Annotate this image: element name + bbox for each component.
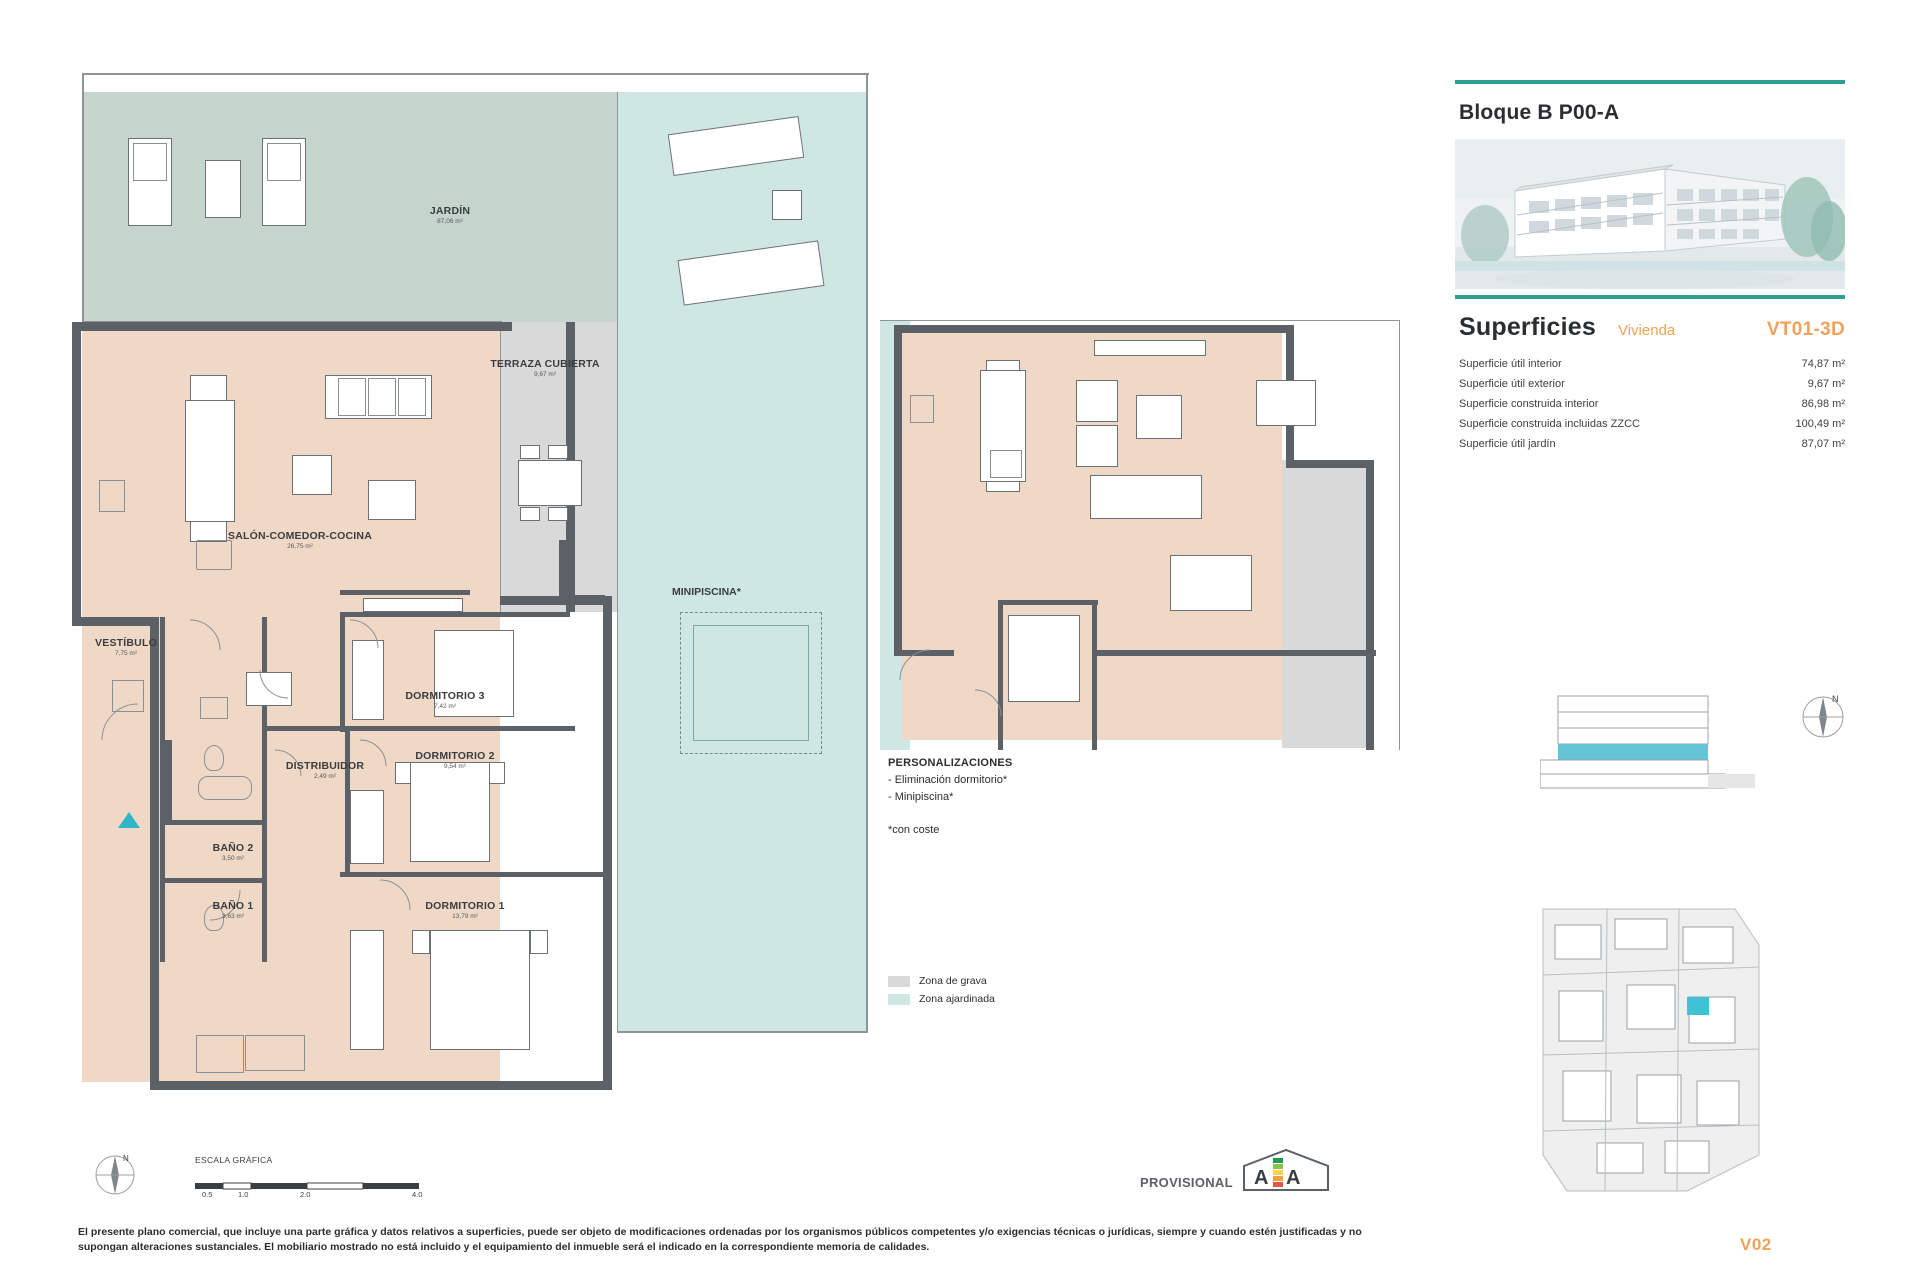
panel-bottom-accent-bar [1455,295,1845,299]
room-label-bano-1: BAÑO 1 3,63 m² [212,900,254,921]
scale-tick-1: 1.0 [238,1190,249,1199]
svg-text:N: N [1832,694,1839,704]
personalizaciones-note: *con coste [888,824,940,837]
entrance-marker [118,812,140,828]
sheet-code: V02 [1740,1235,1772,1254]
alt-armchair-1 [1076,380,1118,422]
room-label-bano-2: BAÑO 2 3,50 m² [212,842,254,863]
legend-item-grava [888,975,1128,987]
compass-icon-right [1796,690,1850,744]
scale-tick-0: 0.5 [202,1190,213,1199]
alt-coffee-table [1136,395,1182,439]
garden-outline-bottom [617,1031,868,1033]
room-label-dormitorio-1: DORMITORIO 1 13,79 m² [425,900,505,921]
door-arcs [60,320,630,1110]
garden-outline-left [82,73,84,323]
superficies-table [1455,354,1845,454]
scale-tick-labels [190,1190,440,1202]
room-label-dormitorio-3: DORMITORIO 3 7,42 m² [405,690,485,711]
scale-tick-3: 4.0 [412,1190,423,1199]
superficies-header [1455,313,1845,342]
superficie-value: 87,07 m² [1801,438,1845,450]
superficie-value: 86,98 m² [1801,398,1845,410]
legend-block [888,975,1128,1011]
block-title: Bloque B P00-A [1459,101,1620,124]
outdoor-side-table [772,190,802,220]
room-label-salon: SALÓN-COMEDOR-COCINA 26,75 m² [228,530,372,551]
superficie-label: Superficie construida incluidas ZZCC [1459,418,1640,430]
scale-title: ESCALA GRÁFICA [195,1155,273,1165]
alt-sofa-2 [1090,475,1202,519]
superficie-label: Superficie útil jardín [1459,438,1556,450]
legend-swatch-ajardinada [888,994,910,1005]
personalizaciones-block [888,755,1168,839]
alt-door-arcs [880,580,1180,760]
alt-sink-icon [910,395,934,423]
panel-top-accent-bar [1455,80,1845,84]
alternative-floorplan [880,300,1440,770]
room-label-jardin: JARDÍN 87,06 m² [429,205,471,226]
room-label-vestibulo: VESTÍBULO 7,75 m² [95,637,157,658]
scale-bar [195,1178,430,1186]
scale-tick-2: 2.0 [300,1190,311,1199]
svg-text:A: A [1286,1167,1301,1189]
alt-wall-right-lower [1366,460,1374,750]
disclaimer-text: El presente plano comercial, que incluye una parte gráfica y datos relativos a superficies, puede ser objeto de modificaciones ordenadas por los organismos públicos competentes y/o exigencias técnicas o jurídicas, siempre y cuando estén justificadas y no supongan alteraciones sustanciales. El mobiliario mostrado no está incluido y el equipamiento del inmueble será el indicado en la correspondiente memoria de calidades. [78,1226,1362,1254]
site-plan [1537,905,1767,1195]
svg-text:N: N [123,1154,129,1163]
superficie-value: 74,87 m² [1801,358,1845,370]
provisional-label: PROVISIONAL [1140,1175,1233,1190]
personalizacion-item-1: - Minipiscina* [888,791,954,804]
superficies-title: Superficies [1459,313,1596,341]
minipiscina-inner [693,625,809,741]
garden-lounge-1-inner [133,143,167,181]
superficie-row [1459,414,1845,434]
garden-table [205,160,241,218]
unit-code: VT01-3D [1766,319,1845,340]
superficie-value: 100,49 m² [1795,418,1845,430]
alt-outline-top [880,320,1400,321]
legend-swatch-grava [888,976,910,987]
landscaped-strip-fill [617,92,867,1032]
alt-armchair-2 [1076,425,1118,467]
alt-outline-right [1399,320,1400,750]
legend-label-grava: Zona de grava [919,975,987,987]
superficie-row [1459,374,1845,394]
alt-dining-table [1256,380,1316,426]
aia-logo [1240,1148,1332,1194]
info-panel [1455,80,1845,454]
room-label-terraza: TERRAZA CUBIERTA 9,67 m² [490,358,600,379]
superficie-value: 9,67 m² [1807,378,1845,390]
personalizacion-item-0: - Eliminación dormitorio* [888,774,1008,787]
alt-cooktop-icon [990,450,1022,478]
superficie-row [1459,394,1845,414]
vivienda-label: Vivienda [1617,322,1676,339]
room-label-dormitorio-2: DORMITORIO 2 9,54 m² [415,750,495,771]
alt-dining-table-2 [1170,555,1252,611]
svg-text:A: A [1254,1167,1269,1189]
garden-outline-top [82,73,869,75]
alt-wall-top [894,325,1294,333]
superficie-row [1459,434,1845,454]
personalizaciones-title: PERSONALIZACIONES [888,757,1013,769]
superficie-label: Superficie construida interior [1459,398,1599,410]
superficie-label: Superficie útil exterior [1459,378,1565,390]
superficie-row [1459,354,1845,374]
alt-sofa [1094,340,1206,356]
garden-lounge-2-inner [267,143,301,181]
compass-icon-left [90,1150,140,1200]
building-render [1455,139,1845,289]
alt-terrace-fill [1282,460,1372,748]
room-label-minipiscina: MINIPISCINA* [672,586,741,598]
main-floorplan [0,0,900,1100]
building-section-diagram [1540,690,1755,820]
garden-outline-right [866,73,868,1033]
room-label-distribuidor: DISTRIBUIDOR 2,49 m² [285,760,365,781]
alt-wall-mid-h [1286,460,1374,468]
superficie-label: Superficie útil interior [1459,358,1562,370]
legend-label-ajardinada: Zona ajardinada [919,993,995,1005]
legend-item-ajardinada [888,993,1128,1005]
